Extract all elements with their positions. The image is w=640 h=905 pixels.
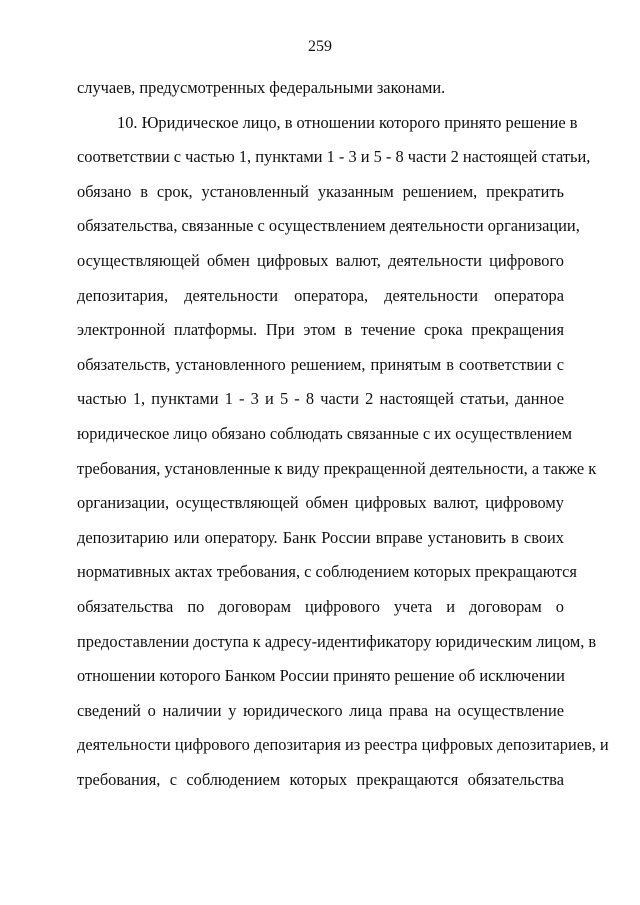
text-line: обязательств, установленного решением, принятым в соответствии с bbox=[77, 354, 564, 374]
page-number: 259 bbox=[308, 38, 332, 55]
text-line: случаев, предусмотренных федеральными законами. bbox=[77, 78, 446, 97]
text-line: обязательства, связанные с осуществлением деятельности организации, bbox=[77, 216, 580, 236]
text-line: сведений о наличии у юридического лица права на осуществление bbox=[77, 700, 564, 720]
text-line: осуществляющей обмен цифровых валют, деятельности цифрового bbox=[77, 250, 564, 270]
text-line: юридическое лицо обязано соблюдать связанные с их осуществлением bbox=[77, 423, 573, 443]
text-line: депозитарию или оператору. Банк России вправе установить в своих bbox=[77, 527, 564, 547]
text-line: организации, осуществляющей обмен цифровых валют, цифровому bbox=[77, 493, 564, 513]
text-line: электронной платформы. При этом в течение срока прекращения bbox=[77, 320, 564, 340]
text-line: предоставлении доступа к адресу-идентификатору юридическим лицом, в bbox=[77, 631, 597, 651]
body-text bbox=[77, 78, 609, 804]
text-line: требования, установленные к виду прекращенной деятельности, а также к bbox=[77, 458, 597, 478]
text-line: деятельности цифрового депозитария из реестра цифровых депозитариев, и bbox=[77, 735, 609, 755]
text-line: обязано в срок, установленный указанным решением, прекратить bbox=[77, 181, 564, 201]
text-line: соответствии с частью 1, пунктами 1 - 3 и 5 - 8 части 2 настоящей статьи, bbox=[77, 147, 591, 167]
text-line: нормативных актах требования, с соблюдением которых прекращаются bbox=[77, 562, 577, 582]
paragraph-first-line: 10. Юридическое лицо, в отношении которого принято решение в bbox=[117, 112, 578, 132]
text-line: частью 1, пунктами 1 - 3 и 5 - 8 части 2 настоящей статьи, данное bbox=[77, 389, 564, 409]
text-line: депозитария, деятельности оператора, деятельности оператора bbox=[77, 285, 564, 305]
text-line: требования, с соблюдением которых прекращаются обязательства bbox=[77, 769, 564, 789]
text-line: обязательства по договорам цифрового учета и договорам о bbox=[77, 596, 564, 616]
text-line: отношении которого Банком России принято решение об исключении bbox=[77, 666, 565, 686]
